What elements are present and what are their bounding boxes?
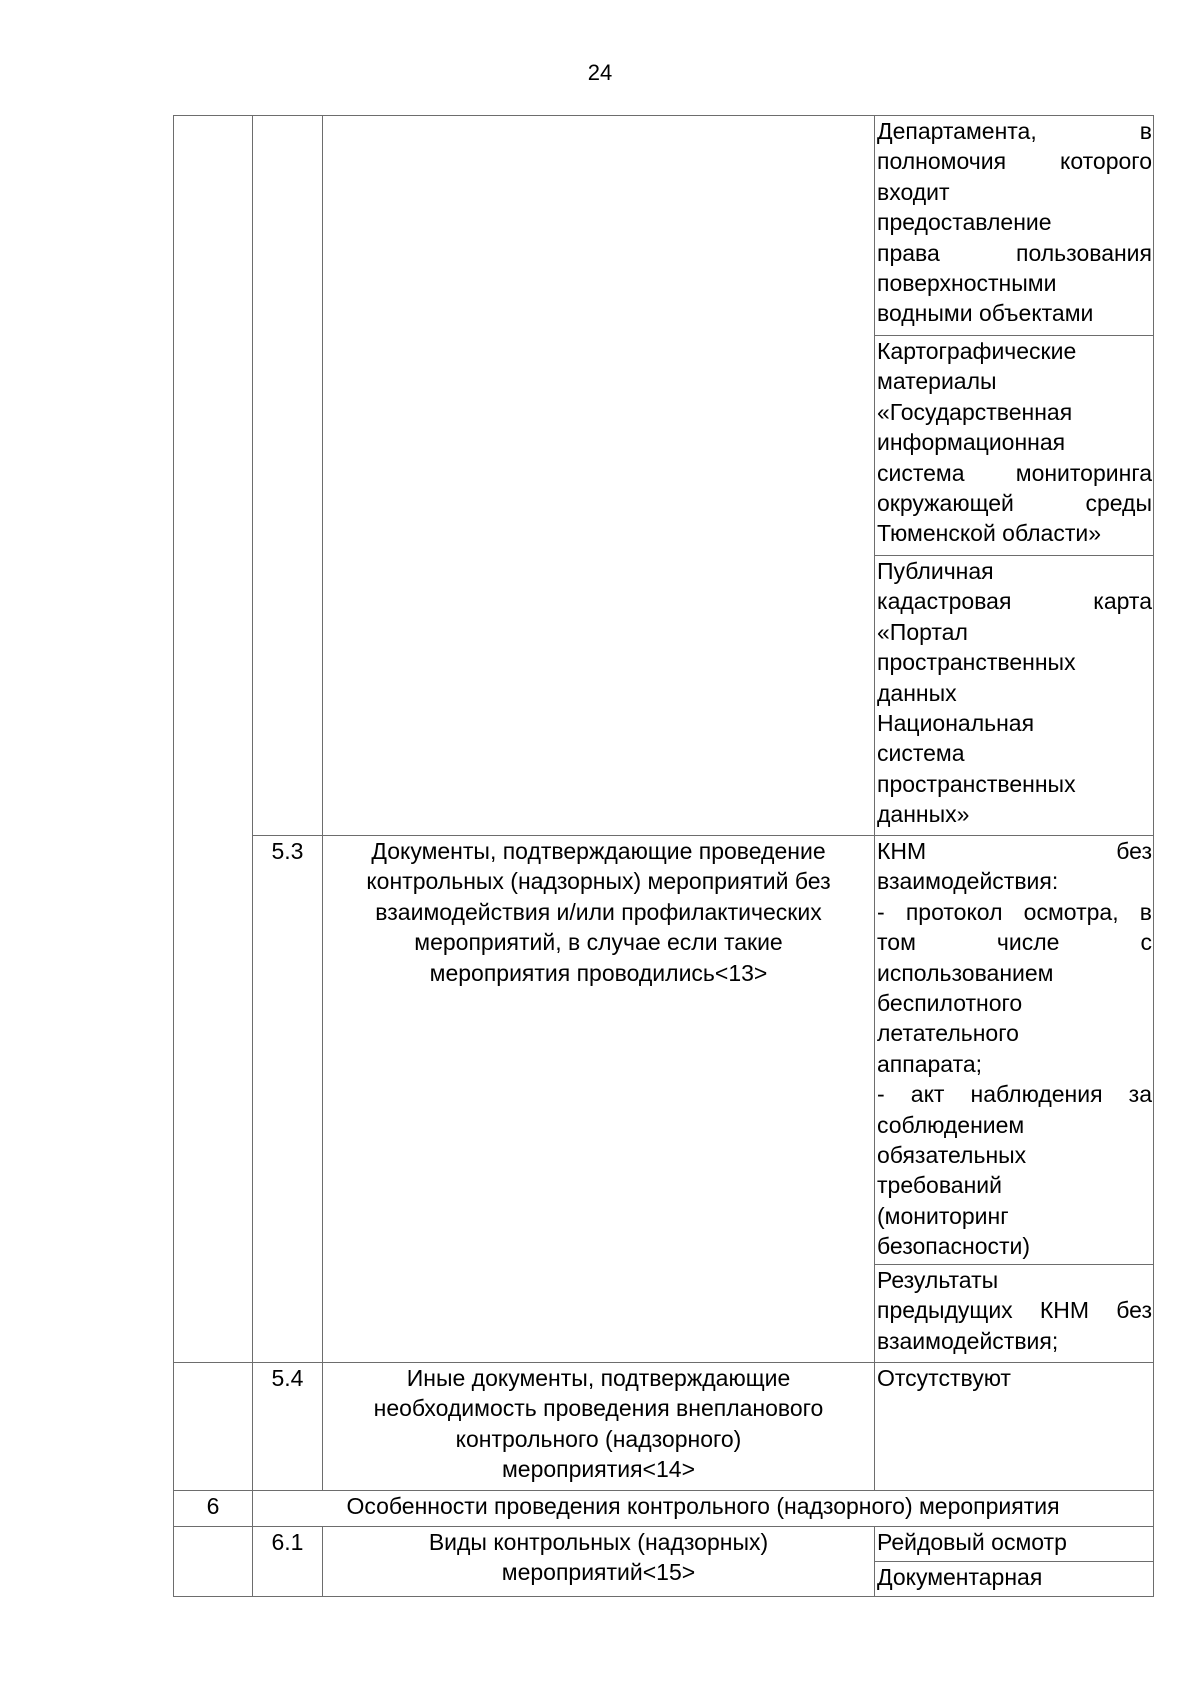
text-line: предоставление: [877, 209, 1052, 236]
text-line: «Государственная: [877, 398, 1073, 425]
table-row: [174, 1527, 1154, 1562]
text-line: мероприятия проводились<13>: [429, 959, 768, 986]
text-line: соблюдением: [877, 1111, 1025, 1138]
text-line: - акт наблюдения за: [877, 1081, 1152, 1108]
table-row: [174, 1491, 1154, 1527]
value-cell: [875, 116, 1154, 336]
text-line: данных»: [877, 801, 970, 828]
text-line: Публичная: [877, 558, 994, 584]
text-line: пространственных: [877, 649, 1076, 676]
text-line: летательного: [877, 1020, 1019, 1047]
text-line: необходимость проведения внепланового: [373, 1395, 824, 1422]
text-line: предыдущих КНМ без: [877, 1297, 1152, 1324]
text-line: мероприятий, в случае если такие: [414, 929, 783, 956]
value-cell: [875, 556, 1154, 836]
value-cell: [875, 1562, 1154, 1597]
text-line: использованием: [877, 959, 1054, 986]
text-line: безопасности): [877, 1233, 1031, 1260]
text-line: входит: [877, 178, 950, 205]
text-line: мероприятия<14>: [501, 1456, 696, 1483]
text-line: контрольных (надзорных) мероприятий без: [366, 868, 831, 895]
text-fragment: Департамента,: [877, 118, 1037, 144]
subsection-number: 5.3: [253, 836, 323, 1363]
subsection-number: 6.1: [253, 1527, 323, 1597]
table-row: [174, 836, 1154, 1265]
table-row: [174, 1363, 1154, 1491]
text-line: система: [877, 740, 965, 767]
text-line: права пользования: [877, 239, 1152, 266]
text-line: Иные документы, подтверждающие: [406, 1365, 791, 1391]
text-line: информационная: [877, 429, 1066, 456]
description-cell: [323, 1527, 875, 1597]
text-line: взаимодействия;: [877, 1327, 1059, 1354]
text-line: «Портал: [877, 618, 968, 645]
document-table: [173, 115, 1154, 1597]
subsection-number: 5.4: [253, 1363, 323, 1491]
text-line: поверхностными: [877, 270, 1057, 297]
text-line: Результаты: [877, 1267, 999, 1293]
value-cell: [875, 836, 1154, 1265]
text-line: взаимодействия:: [877, 868, 1059, 895]
section-title: Особенности проведения контрольного (надзорного) мероприятия: [253, 1491, 1154, 1527]
text-line: взаимодействия и/или профилактических: [375, 898, 822, 925]
description-cell: [323, 836, 875, 1363]
subsection-number-cell: [253, 116, 323, 836]
section-number-cell: [174, 1527, 253, 1597]
value-cell: [875, 1265, 1154, 1363]
section-number-cell: [174, 116, 253, 1363]
text-line: аппарата;: [877, 1050, 983, 1077]
text-line: требований: [877, 1172, 1002, 1199]
text-line: кадастровая карта: [877, 588, 1152, 615]
section-number: 6: [174, 1491, 253, 1527]
text-line: данных: [877, 679, 957, 706]
section-number-cell: [174, 1363, 253, 1491]
text-line: водными объектами: [877, 300, 1094, 327]
text-line: материалы: [877, 368, 997, 395]
text-line: система мониторинга: [877, 459, 1152, 486]
text-line: окружающей среды: [877, 490, 1152, 517]
text-line: Документарная: [877, 1564, 1043, 1590]
text-line: Тюменской области»: [877, 520, 1102, 547]
text-line: пространственных: [877, 770, 1076, 797]
page-number: 24: [587, 60, 613, 85]
value-cell: [875, 1527, 1154, 1562]
text-line: Национальная: [877, 710, 1035, 737]
text-line: Виды контрольных (надзорных): [428, 1529, 769, 1555]
text-line: обязательных: [877, 1142, 1027, 1169]
text-line: мероприятий<15>: [501, 1559, 696, 1586]
text-line: беспилотного: [877, 990, 1023, 1017]
text-fragment: в: [1139, 118, 1152, 144]
text-line: контрольного (надзорного): [455, 1425, 742, 1452]
text-line: Картографические: [877, 338, 1077, 364]
text-line: том числе с: [877, 929, 1152, 956]
text-line: Отсутствуют: [877, 1365, 1011, 1391]
value-cell: [875, 1363, 1154, 1491]
text-line: полномочия которого: [877, 148, 1152, 175]
description-cell: [323, 116, 875, 836]
text-line: Рейдовый осмотр: [877, 1529, 1067, 1555]
table-row: [174, 116, 1154, 336]
text-line: КНМ без: [877, 838, 1152, 864]
text-line: [877, 116, 1152, 146]
text-line: (мониторинг: [877, 1202, 1009, 1229]
description-cell: [323, 1363, 875, 1491]
text-line: Документы, подтверждающие проведение: [371, 838, 826, 864]
text-line: - протокол осмотра, в: [877, 898, 1152, 925]
value-cell: [875, 336, 1154, 556]
